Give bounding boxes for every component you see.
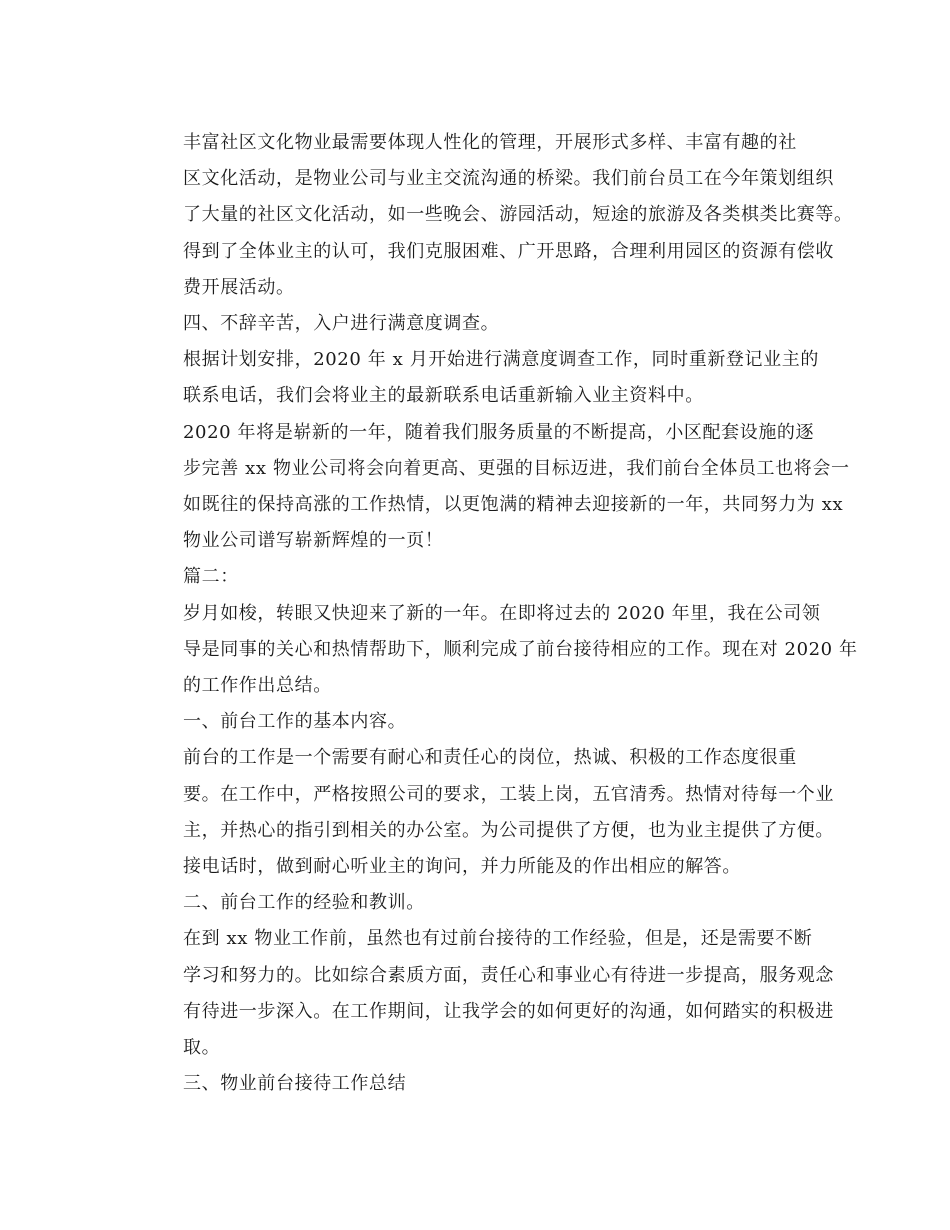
text-line: 导是同事的关心和热情帮助下，顺利完成了前台接待相应的工作。现在对 2020 年: [183, 638, 858, 660]
text-line: 得到了全体业主的认可，我们克服困难、广开思路，合理利用园区的资源有偿收: [183, 240, 834, 262]
paragraph: [145, 559, 805, 595]
text-line: 篇二：: [183, 566, 239, 588]
paragraph: [145, 885, 805, 921]
text-line: 主，并热心的指引到相关的办公室。为公司提供了方便，也为业主提供了方便。: [183, 819, 834, 841]
paragraph: [145, 342, 819, 414]
text-line: 联系电话，我们会将业主的最新联系电话重新输入业主资料中。: [183, 385, 704, 407]
paragraph: [145, 921, 834, 1066]
text-line: 有待进一步深入。在工作期间，让我学会的如何更好的沟通，如何踏实的积极进: [183, 1000, 834, 1022]
text-line: 根据计划安排，2020 年 x 月开始进行满意度调查工作，同时重新登记业主的: [183, 349, 819, 371]
text-line: 物业公司谱写崭新辉煌的一页！: [183, 530, 444, 552]
text-line: 丰富社区文化物业最需要体现人性化的管理，开展形式多样、丰富有趣的社: [183, 132, 797, 153]
text-line: 岁月如梭，转眼又快迎来了新的一年。在即将过去的 2020 年里，我在公司领: [183, 602, 821, 624]
text-line: 一、前台工作的基本内容。: [183, 711, 407, 733]
text-line: 三、物业前台接待工作总结: [183, 1073, 407, 1095]
text-line: 取。: [183, 1037, 221, 1059]
text-line: 如既往的保持高涨的工作热情，以更饱满的精神去迎接新的一年，共同努力为 xx: [183, 494, 844, 516]
text-line: 2020 年将是崭新的一年，随着我们服务质量的不断提高，小区配套设施的逐: [183, 421, 815, 443]
document-body: [145, 125, 858, 1102]
text-line: 四、不辞辛苦，入户进行满意度调查。: [183, 313, 500, 335]
text-line: 的工作作出总结。: [183, 675, 332, 697]
paragraph: [145, 596, 858, 705]
paragraph: [145, 1066, 805, 1102]
paragraph: [145, 415, 850, 560]
text-line: 接电话时，做到耐心听业主的询问，并力所能及的作出相应的解答。: [183, 856, 741, 878]
text-line: 费开展活动。: [183, 276, 295, 298]
text-line: 步完善 xx 物业公司将会向着更高、更强的目标迈进，我们前台全体员工也将会一: [183, 457, 850, 479]
text-line: 前台的工作是一个需要有耐心和责任心的岗位，热诚、积极的工作态度很重: [183, 747, 797, 769]
paragraph: [145, 306, 805, 342]
text-line: 要。在工作中，严格按照公司的要求，工装上岗，五官清秀。热情对待每一个业: [183, 783, 834, 805]
paragraph: [145, 704, 805, 740]
text-line: 了大量的社区文化活动，如一些晚会、游园活动，短途的旅游及各类棋类比赛等。: [183, 204, 853, 226]
text-line: 学习和努力的。比如综合素质方面，责任心和事业心有待进一步提高，服务观念: [183, 964, 834, 986]
text-line: 区文化活动，是物业公司与业主交流沟通的桥梁。我们前台员工在今年策划组织: [183, 168, 834, 190]
text-line: 二、前台工作的经验和教训。: [183, 892, 425, 914]
paragraph: [145, 740, 834, 885]
text-line: 在到 xx 物业工作前，虽然也有过前台接待的工作经验，但是，还是需要不断: [183, 928, 813, 950]
paragraph: [145, 125, 853, 306]
